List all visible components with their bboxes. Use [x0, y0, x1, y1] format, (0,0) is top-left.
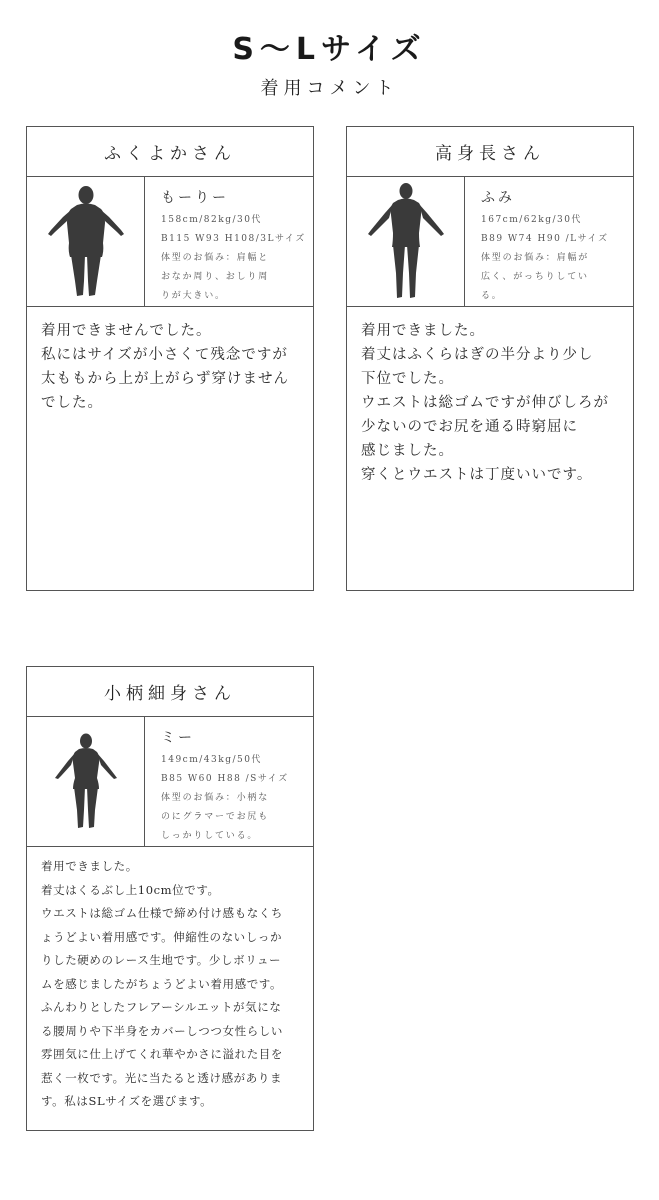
- figure-box: [27, 177, 145, 306]
- model-card-plus: [26, 126, 314, 591]
- comment-line: 私にはサイズが小さくて残念ですが: [41, 347, 288, 363]
- body-silhouette-icon: [361, 181, 451, 303]
- comment-line: 少ないのでお尻を通る時窮屈に: [361, 419, 578, 435]
- page-title: S～Lサイズ: [232, 32, 427, 67]
- model-worry: 体型のお悩み：小柄なのにグラマーでお尻もしっかりしている。: [161, 793, 270, 841]
- model-info: [465, 177, 608, 306]
- comment-line: ウエストは総ゴム仕様で締め付け感もなくち: [41, 906, 283, 920]
- body-silhouette-icon: [46, 732, 126, 832]
- model-profile: [347, 177, 633, 307]
- comment-line: 着丈はふくらはぎの半分より少し: [361, 347, 594, 363]
- comment-line: 着用できました。: [41, 859, 138, 873]
- card-category: 高身長さん: [347, 127, 633, 177]
- model-name: もーりー: [161, 190, 229, 206]
- comment-line: る腰周りや下半身をカバーしつつ女性らしい: [41, 1023, 283, 1038]
- wear-comment: [27, 847, 313, 1114]
- model-profile: [27, 717, 313, 847]
- figure-box: [27, 717, 145, 846]
- model-measurements: B89 W74 H90 /Lサイズ: [481, 234, 609, 244]
- comment-line: 太ももから上が上がらず穿けません: [41, 371, 289, 387]
- comment-line: 惹く一枚です。光に当たると透け感がありま: [41, 1070, 283, 1085]
- model-worry: 体型のお悩み：肩幅とおなか周り、おしり周りが大きい。: [161, 253, 270, 301]
- comment-line: 下位でした。: [361, 371, 454, 387]
- wear-comment: [27, 307, 313, 415]
- model-measurements: B85 W60 H88 /Sサイズ: [161, 774, 289, 784]
- comment-line: 感じました。: [361, 443, 454, 459]
- page-header: [0, 28, 659, 102]
- comment-line: 着用できました。: [361, 323, 485, 339]
- comment-line: ウエストは総ゴムですが伸びしろが: [361, 395, 609, 411]
- model-info: [145, 717, 289, 846]
- comment-line: ふんわりとしたフレアーシルエットが気にな: [41, 1000, 282, 1014]
- model-name: ミー: [161, 730, 195, 746]
- comment-line: ムを感じましたがちょうどよい着用感です。: [41, 976, 283, 991]
- model-stats: 167cm/62kg/30代: [481, 215, 582, 225]
- model-card-petite: [26, 666, 314, 1131]
- card-category: 小柄細身さん: [27, 667, 313, 717]
- figure-box: [347, 177, 465, 306]
- wear-comment: [347, 307, 633, 487]
- card-category: ふくよかさん: [27, 127, 313, 177]
- comment-line: 雰囲気に仕上げてくれ華やかさに溢れた目を: [41, 1047, 283, 1061]
- comment-line: ょうどよい着用感です。伸縮性のないしっか: [41, 929, 283, 944]
- model-stats: 158cm/82kg/30代: [161, 215, 262, 225]
- model-info: [145, 177, 306, 306]
- body-silhouette-icon: [41, 183, 131, 301]
- model-name: ふみ: [481, 190, 515, 206]
- model-measurements: B115 W93 H108/3Lサイズ: [161, 234, 306, 244]
- comment-line: りした硬めのレース生地です。少しボリュー: [41, 953, 282, 967]
- comment-line: 着用できませんでした。: [41, 323, 212, 339]
- model-card-tall: [346, 126, 634, 591]
- page-subtitle: 着用コメント: [260, 78, 399, 99]
- comment-line: 着丈はくるぶし上10cm位です。: [41, 882, 220, 897]
- comment-line: す。私はSLサイズを選びます。: [41, 1094, 213, 1108]
- model-stats: 149cm/43kg/50代: [161, 755, 262, 765]
- model-worry: 体型のお悩み：肩幅が広く、がっちりしている。: [481, 253, 590, 301]
- comment-line: でした。: [41, 395, 103, 411]
- model-profile: [27, 177, 313, 307]
- comment-line: 穿くとウエストは丁度いいです。: [361, 467, 593, 483]
